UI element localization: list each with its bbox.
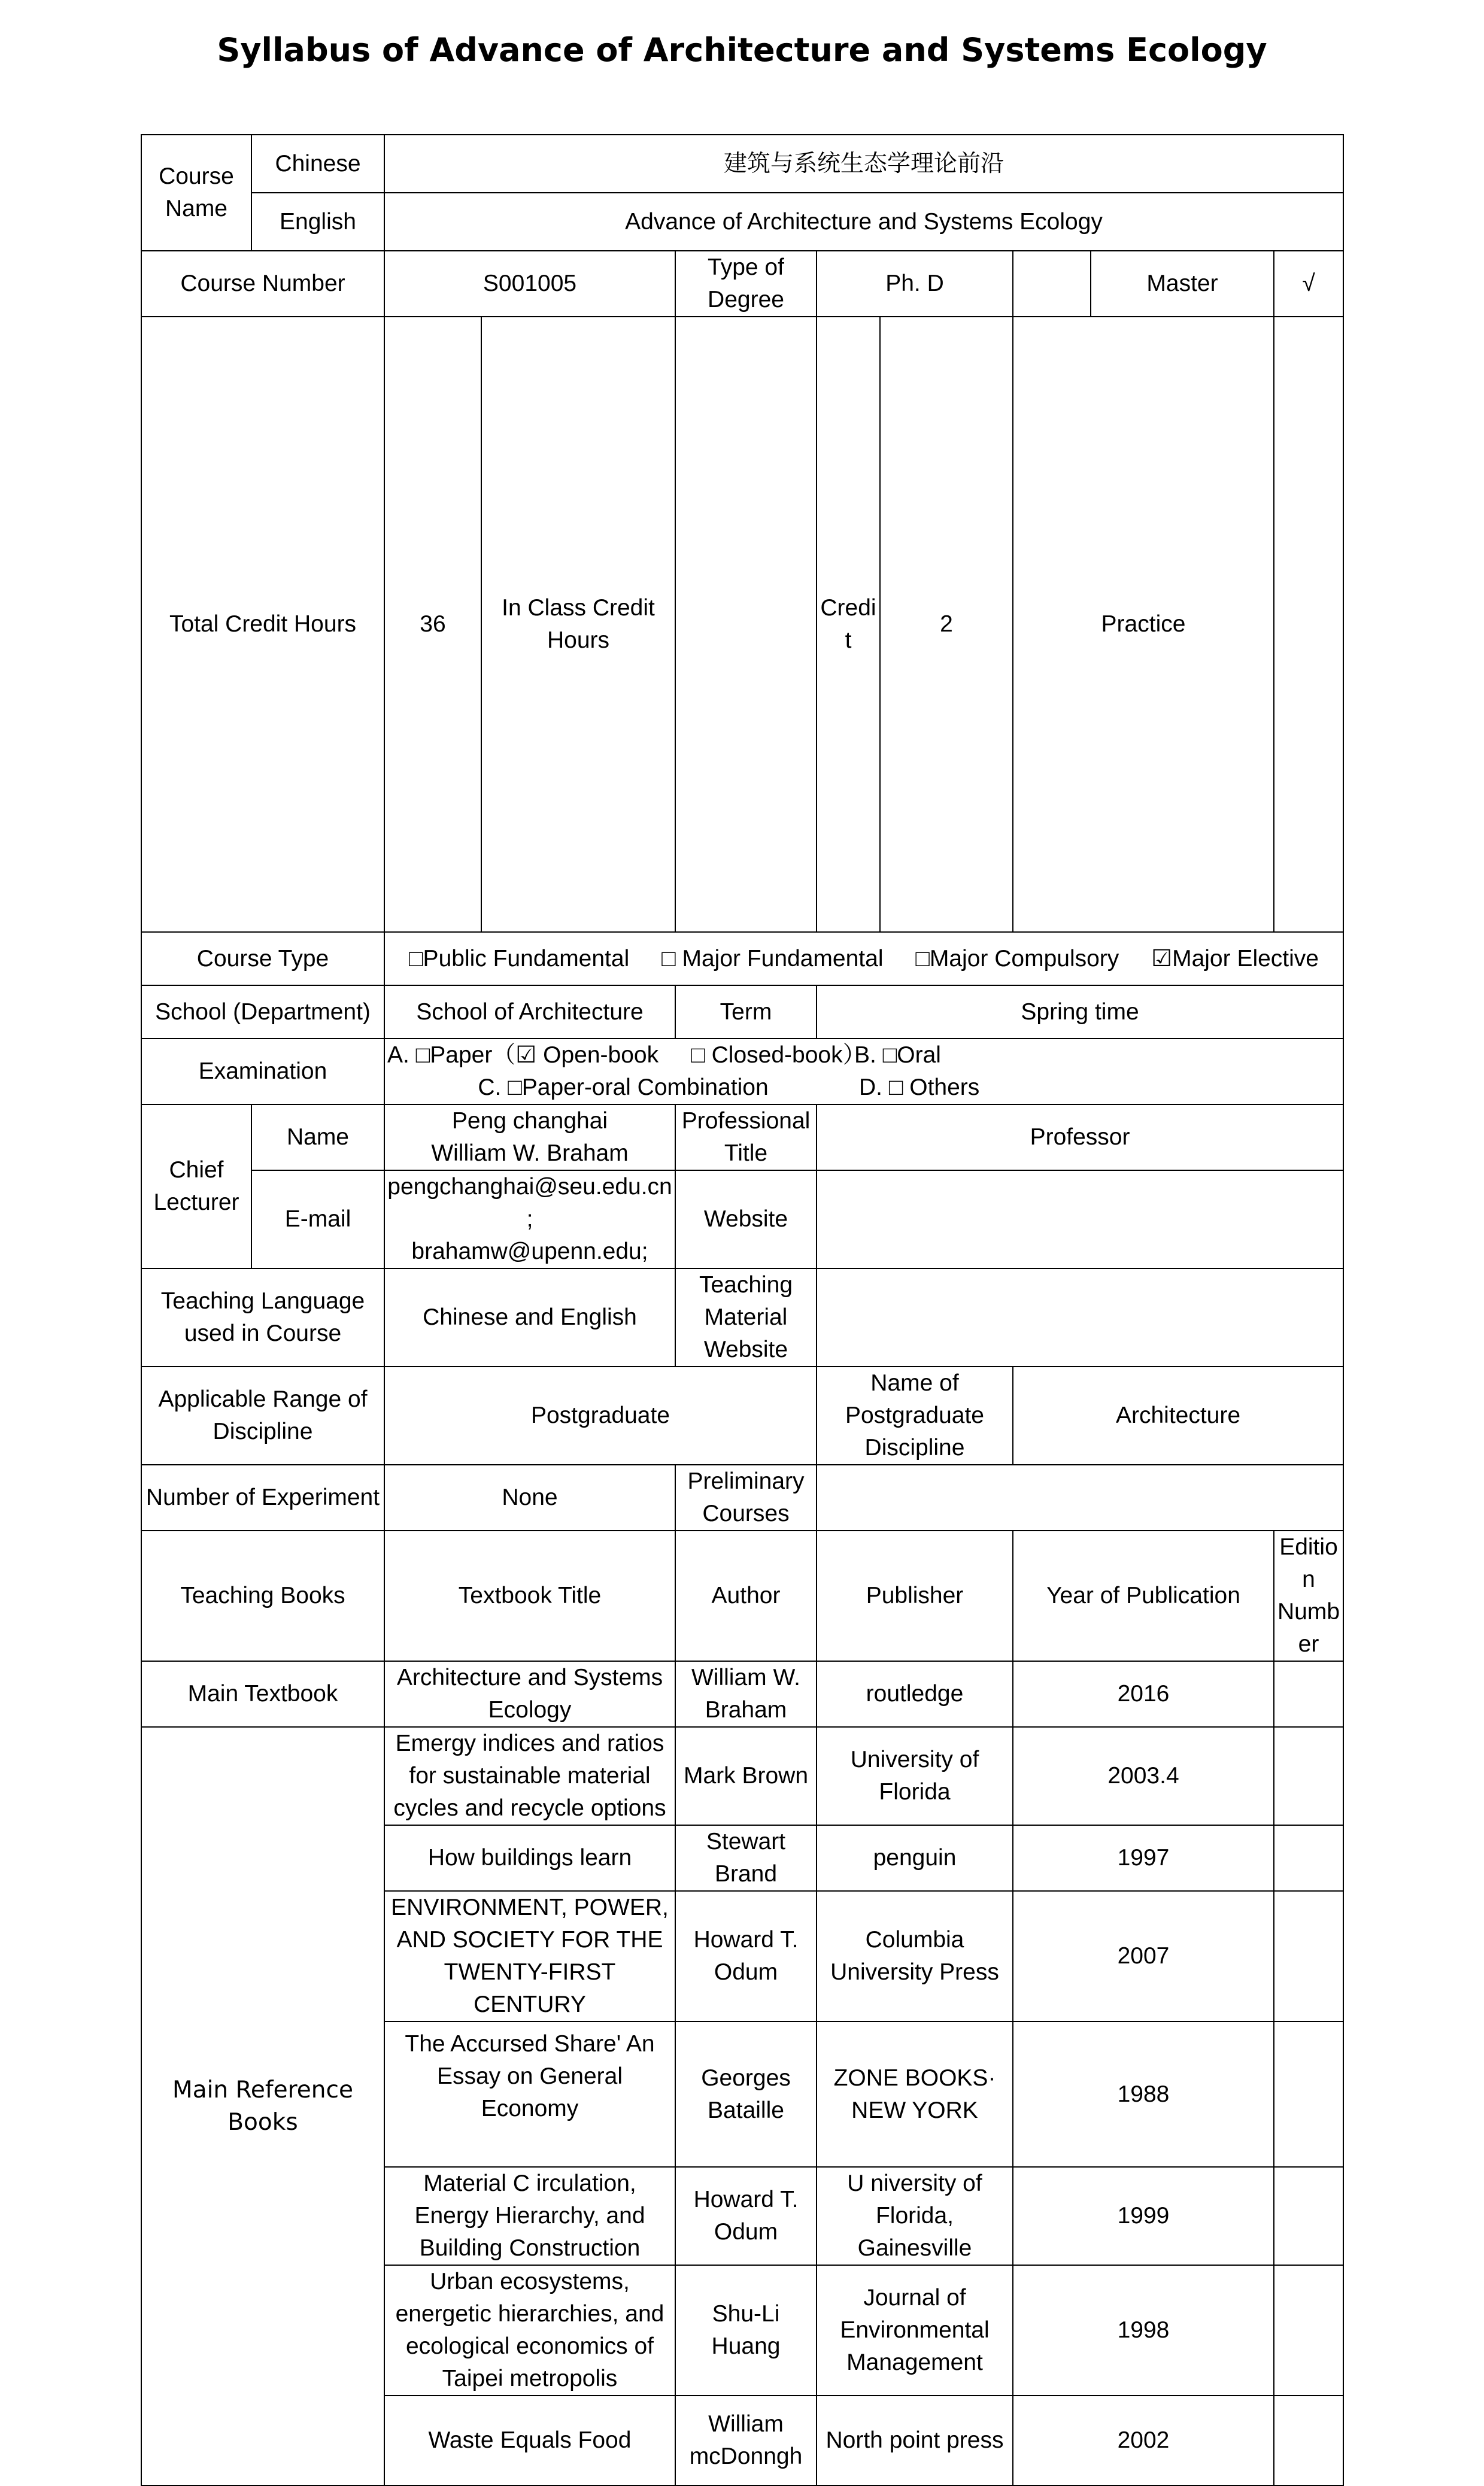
type-of-degree-label: Type of Degree (675, 251, 817, 317)
examination-label: Examination (141, 1039, 384, 1104)
course-name-english: Advance of Architecture and Systems Ecology (384, 193, 1343, 251)
in-class-credit-hours-label: In Class Credit Hours (481, 317, 675, 932)
master-label: Master (1091, 251, 1274, 317)
number-of-experiment-label: Number of Experiment (141, 1465, 384, 1531)
reference-year: 1999 (1013, 2167, 1274, 2265)
reference-edition (1274, 2021, 1343, 2167)
exam-paper-option: A. □Paper（☑ Open-book □ Closed-book） (387, 1042, 866, 1068)
public-fundamental-checkbox[interactable]: □Public Fundamental (409, 945, 630, 972)
reference-year: 1997 (1013, 1825, 1274, 1891)
exam-paper-oral-option: C. □Paper-oral Combination (478, 1074, 769, 1100)
reference-title: How buildings learn (384, 1825, 675, 1891)
lecturer-names (384, 1104, 675, 1170)
main-textbook-title: Architecture and Systems Ecology (384, 1661, 675, 1727)
teaching-books-label: Teaching Books (141, 1531, 384, 1661)
course-type-label: Course Type (141, 932, 384, 985)
reference-edition (1274, 2265, 1343, 2396)
email-label: E-mail (251, 1170, 384, 1268)
chief-lecturer-label: Chief Lecturer (141, 1104, 251, 1268)
credit-value: 2 (880, 317, 1013, 932)
reference-publisher: University of Florida (817, 1727, 1013, 1825)
publisher-header: Publisher (817, 1531, 1013, 1661)
reference-title: Waste Equals Food (384, 2396, 675, 2485)
reference-year: 1998 (1013, 2265, 1274, 2396)
reference-edition (1274, 2396, 1343, 2485)
practice-label: Practice (1013, 317, 1274, 932)
lecturer-name-1: Peng changhai (451, 1108, 608, 1134)
reference-author: William mcDonngh (675, 2396, 817, 2485)
major-elective-checkbox[interactable]: ☑Major Elective (1151, 945, 1319, 972)
reference-title: Material C irculation, Energy Hierarchy, and Building Construction (384, 2167, 675, 2265)
reference-year: 2007 (1013, 1891, 1274, 2021)
exam-others-option: D. □ Others (859, 1074, 980, 1100)
reference-edition (1274, 2167, 1343, 2265)
course-type-options (384, 932, 1343, 985)
teaching-material-website-label: Teaching Material Website (675, 1268, 817, 1367)
english-label: English (251, 193, 384, 251)
major-compulsory-checkbox[interactable]: □Major Compulsory (915, 945, 1119, 972)
postgraduate-discipline-value: Architecture (1013, 1367, 1343, 1465)
main-textbook-edition (1274, 1661, 1343, 1727)
professional-title-label: Professional Title (675, 1104, 817, 1170)
total-credit-hours-value: 36 (384, 317, 481, 932)
term-value: Spring time (817, 985, 1343, 1039)
reference-author: Stewart Brand (675, 1825, 817, 1891)
reference-edition (1274, 1825, 1343, 1891)
reference-author: Mark Brown (675, 1727, 817, 1825)
in-class-credit-hours-value (675, 317, 817, 932)
school-label: School (Department) (141, 985, 384, 1039)
reference-publisher: North point press (817, 2396, 1013, 2485)
school-value: School of Architecture (384, 985, 675, 1039)
author-header: Author (675, 1531, 817, 1661)
reference-edition (1274, 1891, 1343, 2021)
course-number-value: S001005 (384, 251, 675, 317)
reference-title: The Accursed Share' An Essay on General Economy (384, 2021, 675, 2167)
email-2: brahamw@upenn.edu; (411, 1239, 648, 1264)
course-name-chinese: 建筑与系统生态学理论前沿 (384, 135, 1343, 193)
reference-title: Urban ecosystems, energetic hierarchies, and ecological economics of Taipei metropolis (384, 2265, 675, 2396)
phd-label: Ph. D (817, 251, 1013, 317)
main-textbook-author: William W. Braham (675, 1661, 817, 1727)
main-textbook-publisher: routledge (817, 1661, 1013, 1727)
main-reference-books-label: Main Reference Books (141, 1727, 384, 2485)
website-value (817, 1170, 1343, 1268)
teaching-material-website-value (817, 1268, 1343, 1367)
exam-oral-option: B. □Oral (854, 1042, 941, 1068)
reference-year: 1988 (1013, 2021, 1274, 2167)
chinese-label: Chinese (251, 135, 384, 193)
reference-author: Howard T. Odum (675, 1891, 817, 2021)
lecturer-name-label: Name (251, 1104, 384, 1170)
reference-year: 2002 (1013, 2396, 1274, 2485)
main-textbook-label: Main Textbook (141, 1661, 384, 1727)
examination-options (384, 1039, 1343, 1104)
phd-mark (1013, 251, 1091, 317)
applicable-range-value: Postgraduate (384, 1367, 817, 1465)
email-1: pengchanghai@seu.edu.cn; (387, 1174, 672, 1232)
master-mark: √ (1274, 251, 1343, 317)
reference-publisher: Journal of Environmental Management (817, 2265, 1013, 2396)
applicable-range-label: Applicable Range of Discipline (141, 1367, 384, 1465)
practice-value (1274, 317, 1343, 932)
postgraduate-discipline-label: Name of Postgraduate Discipline (817, 1367, 1013, 1465)
reference-title: ENVIRONMENT, POWER, AND SOCIETY FOR THE TWENTY-FIRST CENTURY (384, 1891, 675, 2021)
reference-title: Emergy indices and ratios for sustainable material cycles and recycle options (384, 1727, 675, 1825)
reference-publisher: penguin (817, 1825, 1013, 1891)
reference-publisher: Columbia University Press (817, 1891, 1013, 2021)
reference-author: Georges Bataille (675, 2021, 817, 2167)
teaching-language-value: Chinese and English (384, 1268, 675, 1367)
textbook-title-header: Textbook Title (384, 1531, 675, 1661)
year-of-publication-header: Year of Publication (1013, 1531, 1274, 1661)
teaching-language-label: Teaching Language used in Course (141, 1268, 384, 1367)
number-of-experiment-value: None (384, 1465, 675, 1531)
lecturer-emails (384, 1170, 675, 1268)
reference-year: 2003.4 (1013, 1727, 1274, 1825)
reference-edition (1274, 1727, 1343, 1825)
professional-title-value: Professor (817, 1104, 1343, 1170)
reference-publisher: ZONE BOOKS· NEW YORK (817, 2021, 1013, 2167)
term-label: Term (675, 985, 817, 1039)
reference-author: Shu-Li Huang (675, 2265, 817, 2396)
credit-label: Credit (817, 317, 880, 932)
course-number-label: Course Number (141, 251, 384, 317)
website-label: Website (675, 1170, 817, 1268)
main-textbook-year: 2016 (1013, 1661, 1274, 1727)
page-title: Syllabus of Advance of Architecture and Systems Ecology (217, 31, 1267, 69)
syllabus-table (141, 134, 1344, 2486)
preliminary-courses-label: Preliminary Courses (675, 1465, 817, 1531)
lecturer-name-2: William W. Braham (431, 1140, 629, 1166)
total-credit-hours-label: Total Credit Hours (141, 317, 384, 932)
major-fundamental-checkbox[interactable]: □ Major Fundamental (661, 945, 884, 972)
reference-author: Howard T. Odum (675, 2167, 817, 2265)
course-name-label: Course Name (141, 135, 251, 251)
edition-number-header: Edition Number (1274, 1531, 1343, 1661)
preliminary-courses-value (817, 1465, 1343, 1531)
reference-publisher: U niversity of Florida, Gainesville (817, 2167, 1013, 2265)
